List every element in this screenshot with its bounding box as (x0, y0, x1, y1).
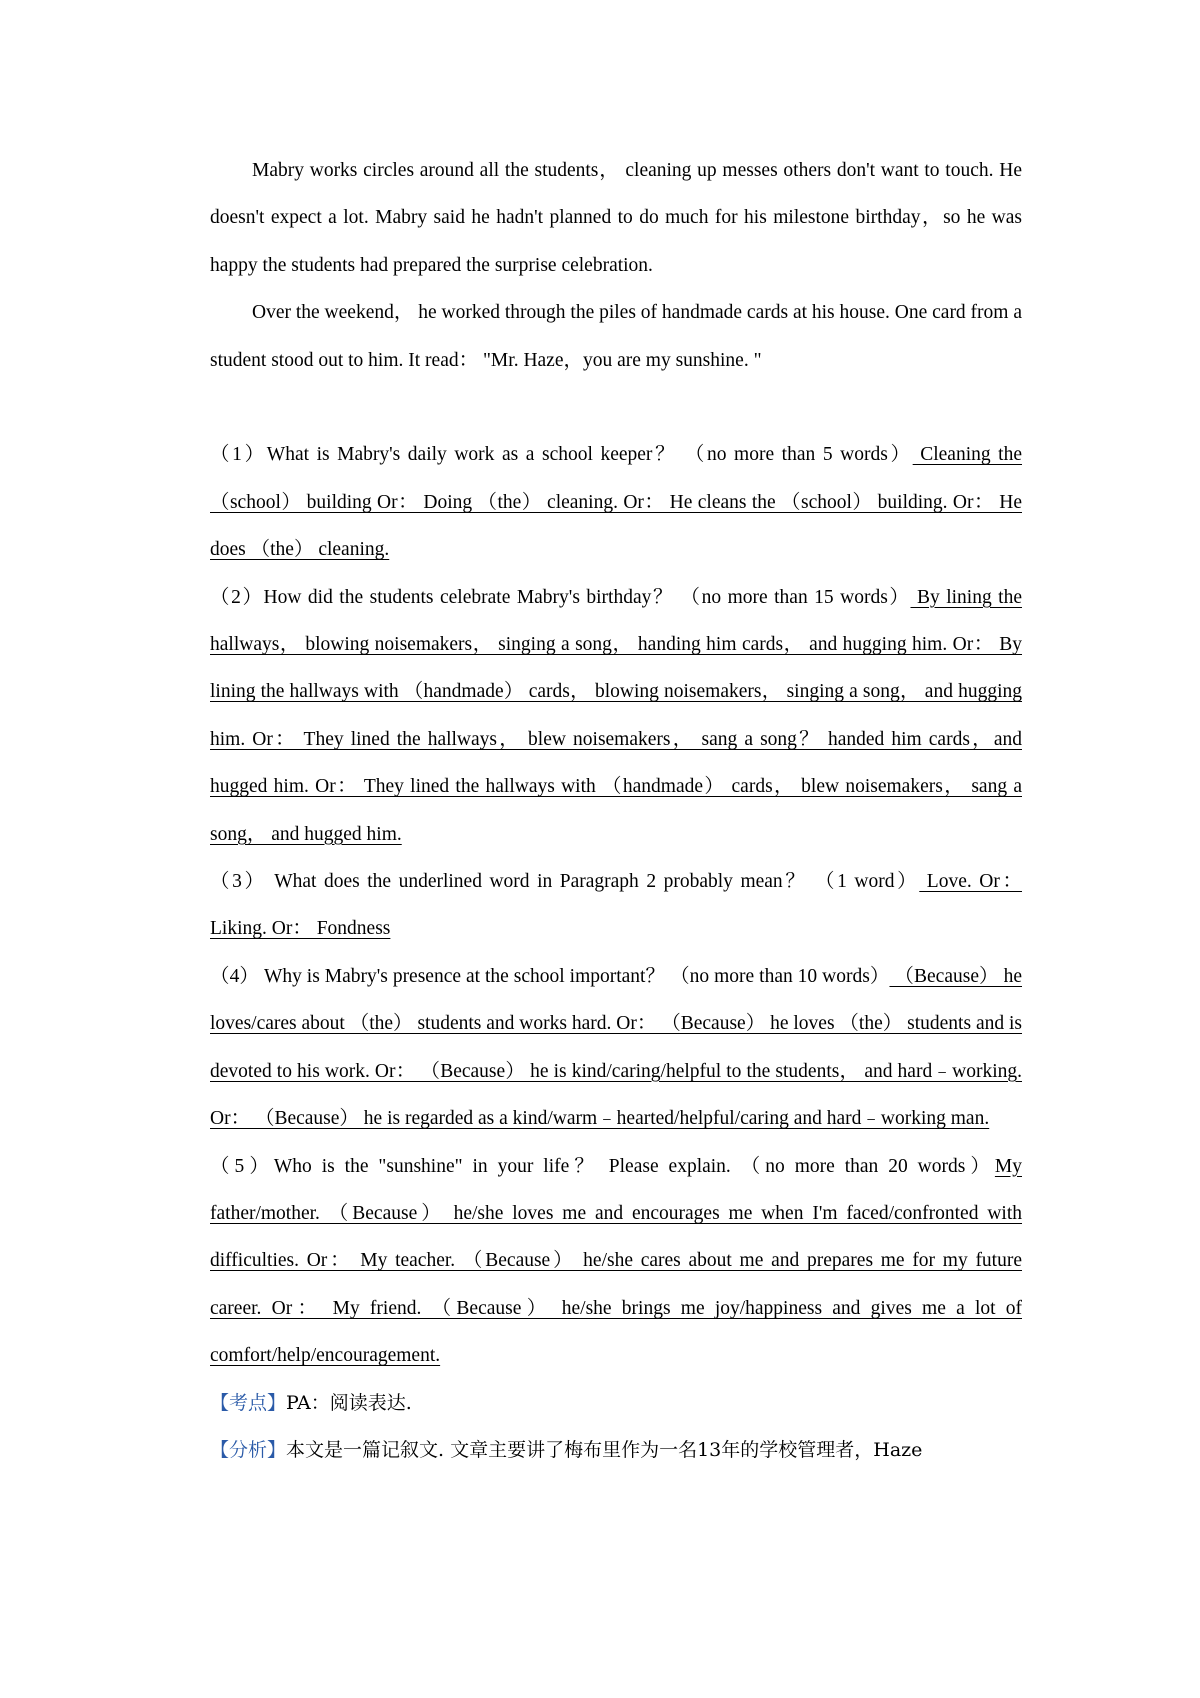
kaodian-line (210, 1380, 1022, 1427)
question-1-prompt: （1）What is Mabry's daily work as a school keeper？ （no more than 5 words） (210, 444, 913, 466)
paragraph-gap (210, 384, 1022, 431)
question-5-prompt: （5）Who is the "sunshine" in your life？ Please explain. （no more than 20 words） (210, 1155, 995, 1177)
question-4 (210, 953, 1022, 1143)
fenxi-line (210, 1427, 1022, 1474)
question-2-answer: By lining the hallways， blowing noisemakers， singing a song， handing him cards， and hugging him. Or： By lining the hallways with （handmade） cards， blowing noisemakers， singing a song， and hugging him. Or： They lined the hallways， blew noisemakers， sang a song？ handed him cards，and hugged him. Or： They lined the hallways with （handmade） cards， blew noisemakers， sang a song， and hugged him. (210, 586, 1022, 845)
document-content (210, 147, 1022, 1474)
question-1 (210, 431, 1022, 573)
kaodian-label: 【考点】 (210, 1391, 287, 1414)
fenxi-label: 【分析】 (210, 1438, 287, 1461)
passage-paragraph-2: Over the weekend， he worked through the piles of handmade cards at his house. One card from a student stood out to him. It read： "Mr. Haze，you are my sunshine. " (210, 302, 1022, 371)
question-4-answer: （Because） he loves/cares about （the） students and works hard. Or： （Because） he loves （the） students and is devoted to his work. Or： （Because） he is kind/caring/helpful to the students， and hard﹣working. Or： （Because） he is regarded as a kind/warm﹣hearted/helpful/caring and hard﹣working man. (210, 965, 1022, 1130)
passage-paragraph-1: Mabry works circles around all the students， cleaning up messes others don't want to touch. He doesn't expect a lot. Mabry said he hadn't planned to do much for his milestone birthday，so he was happy the students had prepared the surprise celebration. (210, 160, 1022, 276)
question-1-answer: Cleaning the （school） building Or： Doing （the） cleaning. Or： He cleans the （school） building. Or： He does （the） cleaning. (210, 444, 1022, 561)
question-3-answer: Love. Or： Liking. Or： Fondness (210, 871, 1022, 940)
question-5-answer: My father/mother. （Because） he/she loves me and encourages me when I'm faced/confronted with difficulties. Or： My teacher. （Because） he/she cares about me and prepares me for my future career. Or： My friend. （Because） he/she brings me joy/happiness and gives me a lot of comfort/help/encouragement. (210, 1155, 1022, 1367)
kaodian-text: PA：阅读表达. (286, 1391, 412, 1414)
question-2 (210, 574, 1022, 858)
question-5 (210, 1143, 1022, 1380)
question-3 (210, 858, 1022, 953)
question-2-prompt: （2）How did the students celebrate Mabry's birthday？ （no more than 15 words） (210, 586, 911, 608)
question-3-prompt: （3） What does the underlined word in Paragraph 2 probably mean？ （1 word） (210, 871, 920, 893)
fenxi-text: 本文是一篇记叙文. 文章主要讲了梅布里作为一名13年的学校管理者，Haze (286, 1438, 923, 1461)
question-4-prompt: （4） Why is Mabry's presence at the school important？ （no more than 10 words） (210, 965, 890, 987)
